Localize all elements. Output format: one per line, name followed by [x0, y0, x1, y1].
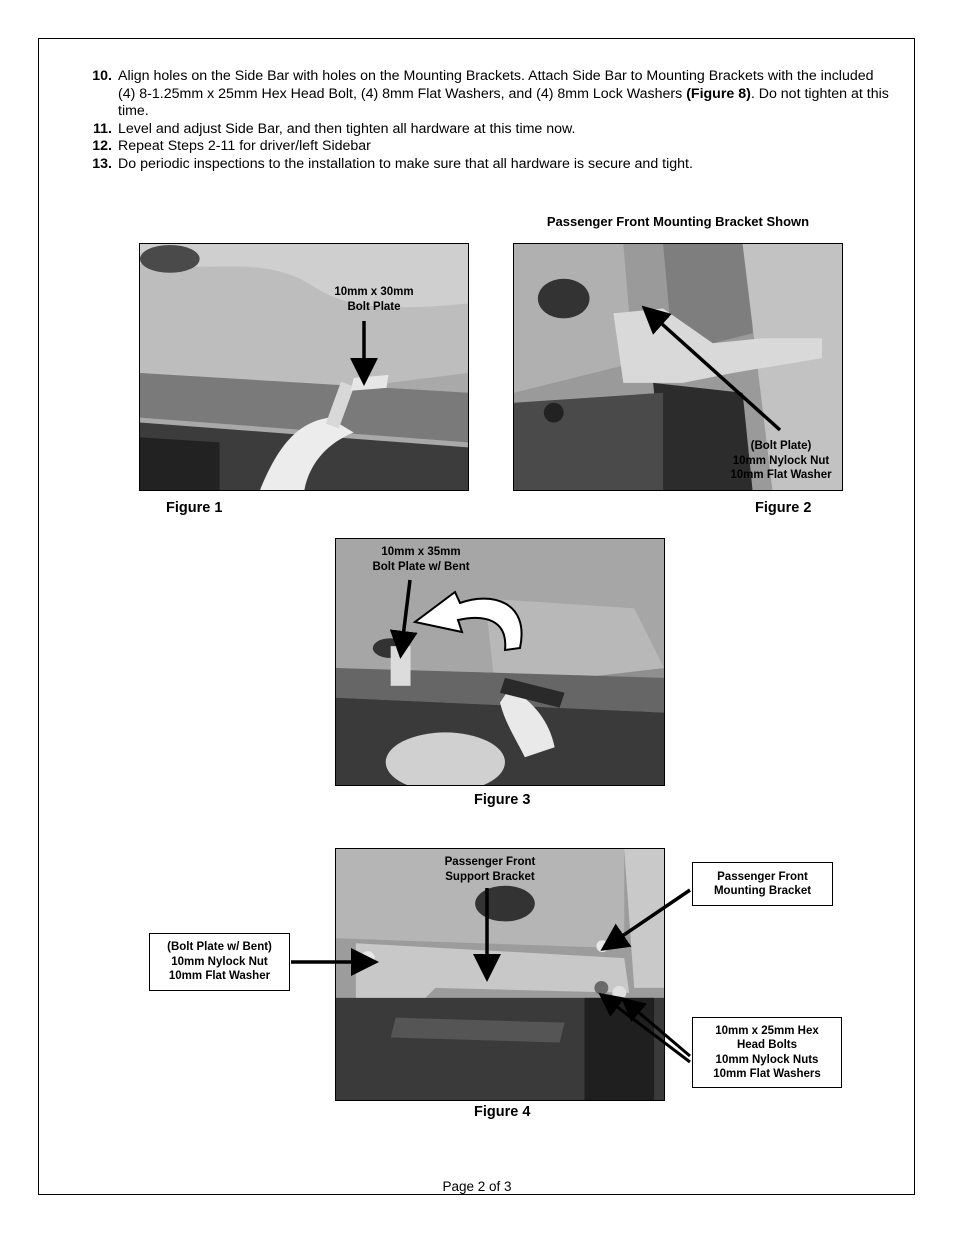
figure3-label: 10mm x 35mm Bolt Plate w/ Bent — [372, 546, 470, 573]
step-number: 12. — [92, 138, 112, 154]
page-footer: Page 2 of 3 — [442, 1179, 512, 1194]
figure4-caption: Figure 4 — [474, 1104, 531, 1120]
figure4-hex-box: 10mm x 25mm Hex Head Bolts 10mm Nylock Nuts 10mm Flat Washers — [692, 1017, 842, 1088]
step-11 — [80, 121, 890, 139]
step-number: 13. — [92, 155, 112, 172]
instruction-steps — [80, 68, 890, 173]
step-text: Do periodic inspections to the installation to make sure that all hardware is secure and tight. — [118, 155, 693, 172]
figure4-mounting-box: Passenger Front Mounting Bracket — [692, 862, 833, 906]
figure1-caption: Figure 1 — [166, 500, 223, 516]
step-number: 10. — [92, 68, 112, 84]
step-text-end: . Do not tighten at this time. — [118, 85, 889, 119]
figure2-heading: Passenger Front Mounting Bracket Shown — [546, 214, 810, 229]
step-number: 11. — [93, 120, 112, 137]
step-text: Level and adjust Side Bar, and then tighten all hardware at this time now. — [118, 120, 576, 137]
figure2-label: (Bolt Plate) 10mm Nylock Nut 10mm Flat Washer — [730, 440, 832, 481]
figure3-caption: Figure 3 — [474, 792, 531, 808]
figure4-support-label: Passenger Front Support Bracket — [444, 856, 536, 883]
figure2-caption: Figure 2 — [755, 500, 812, 516]
figure-reference: (Figure 8) — [686, 85, 751, 102]
step-10 — [80, 68, 890, 121]
figure4-photo — [335, 848, 665, 1101]
figure1-photo — [139, 243, 469, 491]
step-text: Align holes on the Side Bar with holes on the Mounting Brackets. Attach Side Bar to Mounting Brackets with the included (4) 8-1.25mm x 25mm Hex Head Bolt, (4) 8mm Flat Washers, and (4) 8mm Lock Washers — [118, 68, 874, 102]
figure4-bent-box: (Bolt Plate w/ Bent) 10mm Nylock Nut 10mm Flat Washer — [149, 933, 290, 991]
figure1-label: 10mm x 30mm Bolt Plate — [334, 286, 414, 313]
step-13 — [80, 156, 890, 174]
step-text: Repeat Steps 2-11 for driver/left Sidebar — [118, 138, 371, 154]
figure3-photo — [335, 538, 665, 786]
step-12 — [80, 138, 890, 156]
